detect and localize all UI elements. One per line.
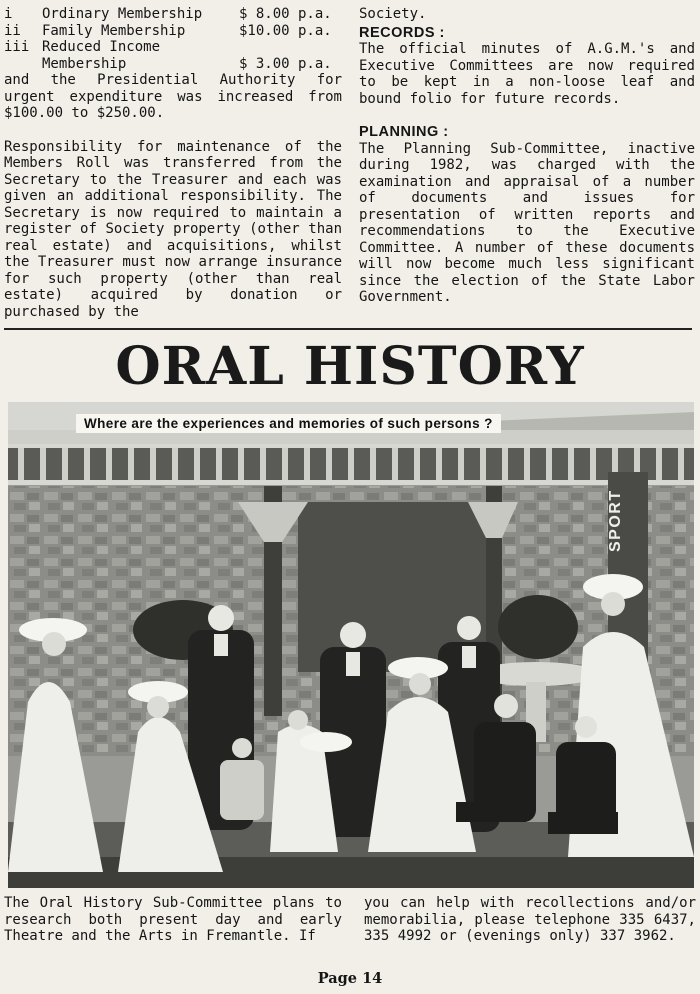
group-photograph <box>8 402 694 888</box>
membership-name: Family Membership <box>42 22 186 39</box>
baluster <box>502 448 508 480</box>
membership-row-2 <box>4 23 342 40</box>
baluster <box>458 448 464 480</box>
baluster <box>568 448 574 480</box>
baluster <box>326 448 332 480</box>
records-paragraph: The official minutes of A.G.M.'s and Executive Committees are now required to be kept in a non-loose leaf and bound folio for future records. <box>359 41 695 107</box>
continuation-text: Society. <box>359 6 427 22</box>
records-heading: RECORDS : <box>359 24 445 41</box>
baluster <box>194 448 200 480</box>
baluster <box>370 448 376 480</box>
baluster <box>18 448 24 480</box>
baluster <box>348 448 354 480</box>
authority-paragraph: and the Presidential Authority for urgent expenditure was increased from $100.00 to $250.00. <box>4 72 342 121</box>
membership-num <box>4 56 42 73</box>
oral-history-text-left: The Oral History Sub-Committee plans to research both present day and early Theatre and the Arts in Fremantle. If <box>4 895 342 944</box>
photo-caption: Where are the experiences and memories of such persons ? <box>76 414 501 433</box>
baluster <box>392 448 398 480</box>
membership-cost: $10.00 p.a. <box>239 22 332 39</box>
membership-num: ii <box>4 22 21 39</box>
membership-num: iii <box>4 39 30 55</box>
baluster <box>150 448 156 480</box>
baluster <box>590 448 596 480</box>
membership-row-3 <box>4 39 342 56</box>
baluster <box>436 448 442 480</box>
membership-name: Membership <box>42 55 127 72</box>
baluster <box>172 448 178 480</box>
baluster <box>216 448 222 480</box>
baluster <box>62 448 68 480</box>
oral-history-text-right: you can help with recollections and/or memorabilia, please telephone 335 6437, 335 4992 or (evenings only) 337 3962. <box>364 895 696 944</box>
responsibility-paragraph: Responsibility for maintenance of the Members Roll was transferred from the Secretary to the Treasurer and each was given an additional responsibility. The Secretary is now required to maintain a register of Society property (other than real estate) and acquisitions, whilst the Treasurer must now arrange insurance for such property (other than real estate) acquired by donation or purchased by the <box>4 138 342 320</box>
photo-sign-text: SPORT <box>607 489 624 552</box>
membership-cost: $ 3.00 p.a. <box>239 55 332 72</box>
membership-row-4 <box>4 56 342 73</box>
baluster <box>282 448 288 480</box>
baluster <box>546 448 552 480</box>
baluster <box>524 448 530 480</box>
baluster <box>656 448 662 480</box>
membership-name: Ordinary Membership <box>42 6 203 22</box>
right-column <box>359 6 695 306</box>
baluster <box>304 448 310 480</box>
section-title: ORAL HISTORY <box>115 336 585 397</box>
baluster <box>106 448 112 480</box>
left-column <box>4 6 342 320</box>
planning-heading: PLANNING : <box>359 124 449 140</box>
photo-illustration <box>8 402 694 888</box>
section-divider <box>4 328 692 330</box>
baluster <box>128 448 134 480</box>
baluster <box>238 448 244 480</box>
baluster <box>260 448 266 480</box>
baluster <box>84 448 90 480</box>
page-number: Page 14 <box>317 970 383 987</box>
membership-name: Reduced Income <box>42 39 161 55</box>
baluster <box>414 448 420 480</box>
membership-cost: $ 8.00 p.a. <box>239 6 332 22</box>
baluster <box>40 448 46 480</box>
membership-cost <box>239 39 342 56</box>
baluster <box>480 448 486 480</box>
membership-row-1 <box>4 6 342 23</box>
baluster <box>678 448 684 480</box>
planning-paragraph: The Planning Sub-Committee, inactive during 1982, was charged with the examination and appraisal of a number of documents and issues for presentation of written reports and recommendations to the Executive Committee. A number of these documents will now become much less significant since the election of the State Labor Government. <box>359 140 695 305</box>
membership-num: i <box>4 6 13 22</box>
